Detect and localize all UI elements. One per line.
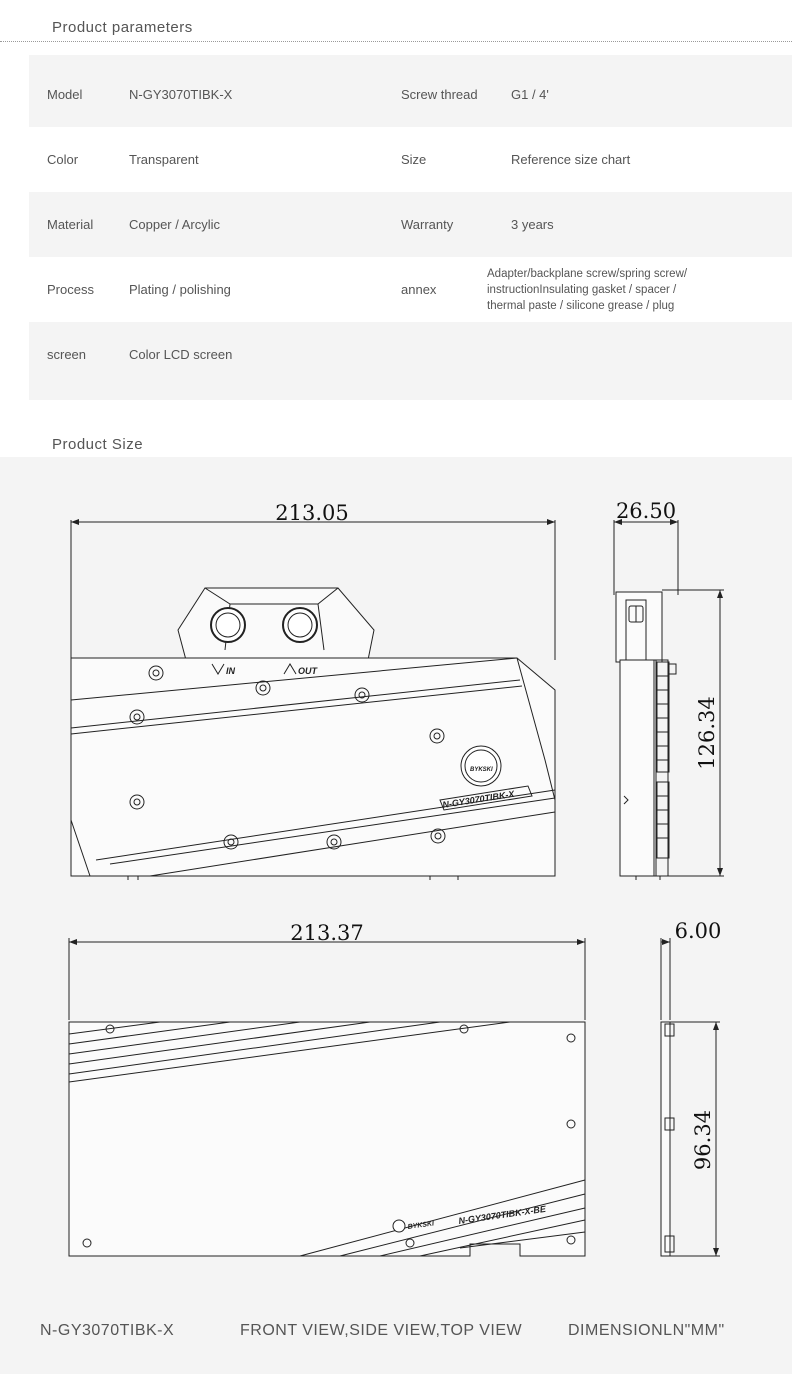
param-value: N-GY3070TIBK-X [129, 87, 233, 102]
section-title-parameters: Product parameters [52, 19, 193, 36]
block-model-label: N-GY3070TIBK-X [441, 788, 515, 810]
param-value: G1 / 4' [511, 87, 549, 102]
out-label: OUT [298, 666, 317, 676]
front-view [71, 520, 555, 880]
param-value: Copper / Arcylic [129, 217, 221, 232]
back-depth-dimension: 6.00 [674, 919, 722, 943]
param-key: Model [47, 87, 83, 102]
param-value: 3 years [511, 217, 554, 232]
param-key: Process [47, 282, 94, 297]
back-height-dimension: 96.34 [691, 1109, 715, 1171]
param-key: Size [401, 152, 427, 167]
front-width-dimension: 213.05 [275, 501, 349, 525]
footer-views: FRONT VIEW,SIDE VIEW,TOP VIEW [240, 1322, 523, 1339]
front-height-dimension: 126.34 [695, 696, 719, 770]
footer-model: N-GY3070TIBK-X [40, 1322, 175, 1339]
footer-dimension: DIMENSIONLN"MM" [568, 1322, 725, 1339]
param-value: Reference size chart [511, 152, 631, 167]
backplate-model-label: N-GY3070TIBK-X-BE [457, 1203, 547, 1226]
param-value: Plating / polishing [129, 282, 231, 297]
param-key: Material [47, 217, 94, 232]
back-width-dimension: 213.37 [290, 921, 364, 945]
param-key: Color [47, 152, 79, 167]
param-key: screen [47, 347, 87, 362]
param-value: Transparent [129, 152, 199, 167]
in-label: IN [226, 666, 235, 676]
brand-label: BYKSKI [470, 767, 493, 773]
param-value-annex: Adapter/backplane screw/spring screw/ instructionInsulating gasket / spacer / thermal paste / silicone grease / plug [487, 267, 688, 312]
section-title-size: Product Size [52, 436, 144, 453]
logo-icon [393, 1220, 405, 1232]
param-value: Color LCD screen [129, 347, 233, 362]
backplate-side-view [661, 938, 720, 1256]
param-key: Warranty [401, 217, 454, 232]
param-key: Screw thread [401, 87, 478, 102]
logo-icon [461, 746, 501, 786]
side-depth-dimension: 26.50 [615, 499, 677, 523]
backplate-brand-label: BYKSKI [407, 1220, 435, 1231]
param-key: annex [401, 282, 437, 297]
